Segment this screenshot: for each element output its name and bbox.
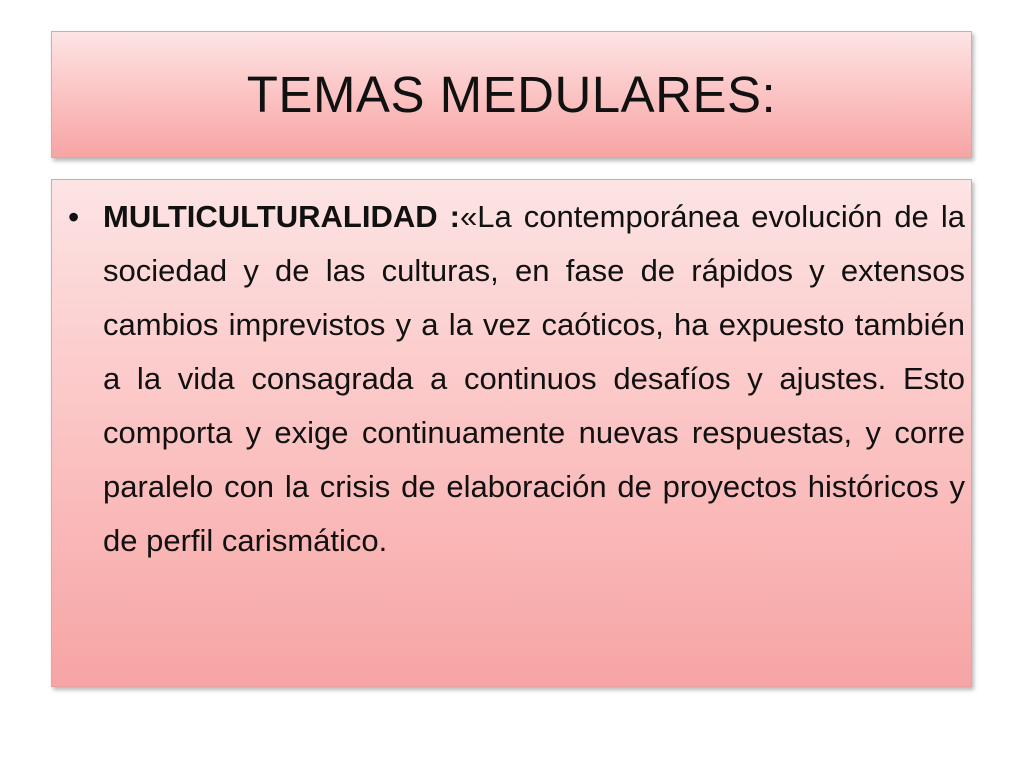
- bullet-term: MULTICULTURALIDAD :: [103, 199, 460, 234]
- content-box: [51, 179, 972, 687]
- bullet-dot-icon: •: [68, 199, 80, 235]
- bullet-item: [62, 190, 965, 568]
- bullet-body-text: «La contemporánea evolución de la sociedad y de las culturas, en fase de rápidos y extensos cambios imprevistos y a la vez caóticos, ha expuesto también a la vida consagrada a continuos desafíos y ajustes. Esto comporta y exige continuamente nuevas respuestas, y corre paralelo con la crisis de elaboración de proyectos históricos y de perfil carismático.: [103, 199, 965, 558]
- title-box: [51, 31, 972, 158]
- bullet-paragraph: [103, 190, 965, 568]
- slide-title: TEMAS MEDULARES:: [246, 66, 777, 123]
